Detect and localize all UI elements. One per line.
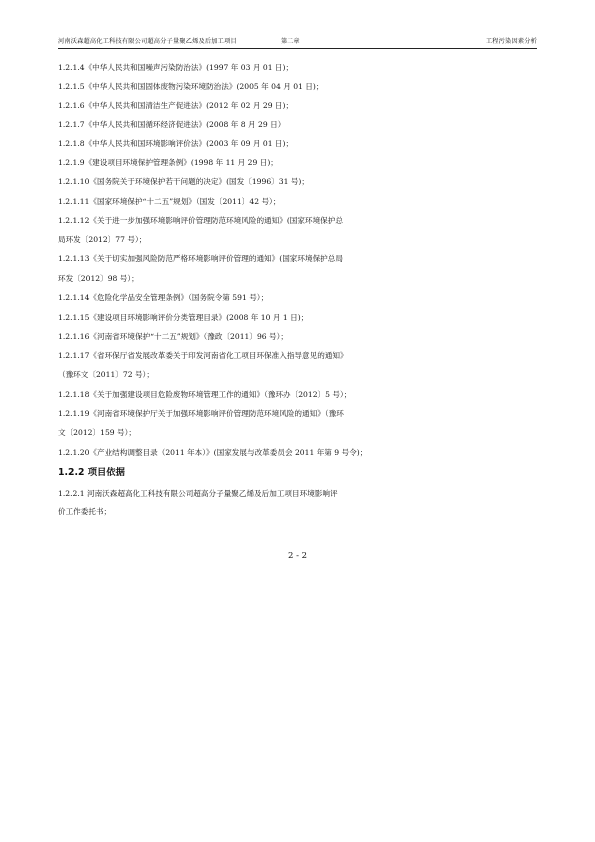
page-header — [58, 38, 537, 49]
regulation-item: 1.2.1.18《关于加强建设项目危险废物环境管理工作的通知》（豫环办〔2012〕5 号）； — [58, 390, 352, 399]
regulation-item-continued: 环发〔2012〕98 号）； — [58, 274, 139, 283]
regulation-item: 1.2.1.4《中华人民共和国噪声污染防治法》(1997 年 03 月 01 日)； — [58, 63, 294, 72]
basis-item: 1.2.2.1 河南沃森超高化工科技有限公司超高分子量聚乙烯及后加工项目环境影响评 — [58, 489, 338, 498]
regulation-item: 1.2.1.6《中华人民共和国清洁生产促进法》(2012 年 02 月 29 日)； — [58, 101, 294, 110]
regulation-item: 1.2.1.20《产业结构调整目录（2011 年本）》(国家发展与改革委员会 2011 年第 9 号令)； — [58, 448, 368, 457]
header-chapter: 第二章 — [281, 38, 300, 45]
regulation-item: 1.2.1.11《国家环境保护“十二五”规划》（国发〔2011〕42 号）； — [58, 197, 281, 206]
regulation-item: 1.2.1.14《危险化学品安全管理条例》（国务院令第 591 号）； — [58, 293, 269, 302]
regulation-item: 1.2.1.19《河南省环境保护厅关于加强环境影响评价管理防范环境风险的通知》（豫环 — [58, 409, 344, 418]
basis-item-continued: 价工作委托书； — [58, 507, 112, 516]
regulation-item: 1.2.1.10《国务院关于环境保护若干问题的决定》(国发〔1996〕31 号)； — [58, 177, 309, 186]
header-doc-title: 河南沃森超高化工科技有限公司超高分子量聚乙烯及后加工项目 — [58, 38, 237, 45]
regulation-item: 1.2.1.8《中华人民共和国环境影响评价法》(2003 年 09 月 01 日)； — [58, 139, 294, 148]
regulation-item-continued: 文〔2012〕159 号）； — [58, 428, 136, 437]
section-heading: 1.2.2 项目依据 — [58, 467, 125, 478]
regulation-item-continued: 局环发〔2012〕77 号）； — [58, 235, 147, 244]
regulation-item: 1.2.1.16《河南省环境保护“十二五”规划》（豫政〔2011〕96 号）； — [58, 332, 289, 341]
regulation-item: 1.2.1.15《建设项目环境影响评价分类管理目录》(2008 年 10 月 1 日)； — [58, 313, 309, 322]
regulation-item: 1.2.1.5《中华人民共和国固体废物污染环境防治法》(2005 年 04 月 01 日)； — [58, 82, 324, 91]
regulation-item: 1.2.1.7《中华人民共和国循环经济促进法》(2008 年 8 月 29 日） — [58, 120, 286, 129]
regulation-item: 1.2.1.13《关于切实加强风险防范严格环境影响评价管理的通知》(国家环境保护总局 — [58, 254, 343, 263]
regulation-item: 1.2.1.9《建设项目环境保护管理条例》(1998 年 11 月 29 日)； — [58, 158, 278, 167]
page-number: 2 - 2 — [287, 551, 308, 561]
regulation-item: 1.2.1.12《关于进一步加强环境影响评价管理防范环境风险的通知》(国家环境保护总 — [58, 216, 343, 225]
regulation-item: 1.2.1.17《省环保厅省发展改革委关于印发河南省化工项目环保准入指导意见的通知》 — [58, 351, 348, 360]
regulation-item-continued: （豫环文〔2011〕72 号）； — [58, 370, 154, 379]
header-section: 工程污染因素分析 — [485, 38, 537, 45]
